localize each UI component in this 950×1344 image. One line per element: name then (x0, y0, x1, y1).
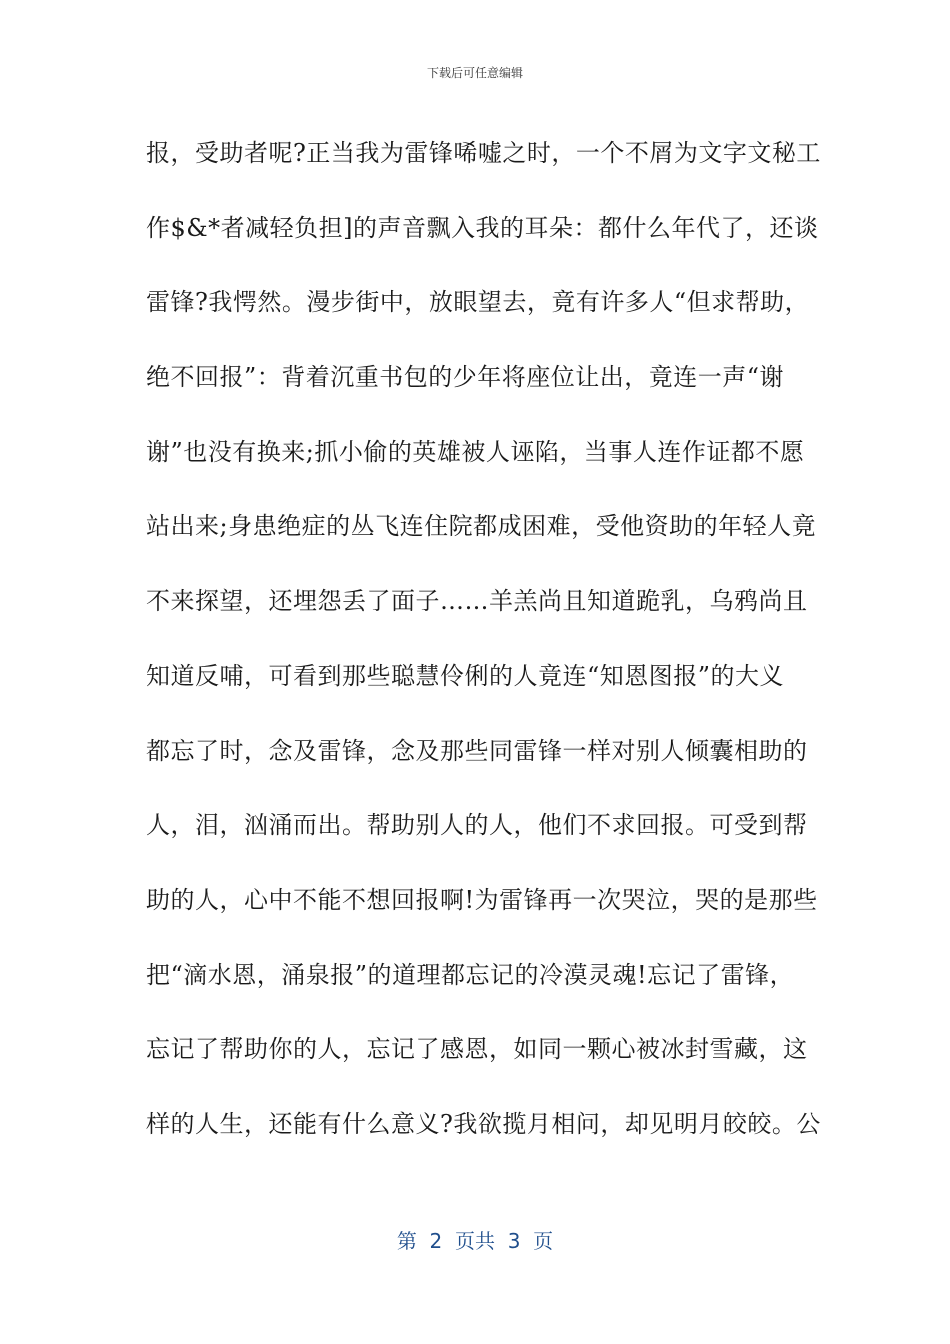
text-line: 站出来;身患绝症的丛飞连住院都成困难，受他资助的年轻人竟 (146, 512, 817, 541)
page-header: 下载后可任意编辑 (426, 66, 523, 80)
document-body (146, 116, 821, 1162)
text-line: 把“滴水恩，涌泉报”的道理都忘记的冷漠灵魂!忘记了雷锋， (146, 960, 795, 989)
text-line: 人，泪，汹涌而出。帮助别人的人，他们不求回报。可受到帮 (146, 811, 808, 840)
text-line: 谢”也没有换来;抓小偷的英雄被人诬陷，当事人连作证都不愿 (146, 437, 805, 466)
text-line: 助的人，心中不能不想回报啊!为雷锋再一次哭泣，哭的是那些 (146, 885, 818, 914)
page-number-footer: 第 2 页共 3 页 (396, 1229, 554, 1253)
text-line: 报，受助者呢?正当我为雷锋唏嘘之时，一个不屑为文字文秘工 (146, 139, 821, 167)
text-line: 不来探望，还埋怨丢了面子……羊羔尚且知道跪乳，乌鸦尚且 (146, 587, 808, 616)
text-line: 都忘了时，念及雷锋，念及那些同雷锋一样对别人倾囊相助的 (146, 736, 808, 765)
text-line: 知道反哺，可看到那些聪慧伶俐的人竟连“知恩图报”的大义 (146, 661, 785, 690)
text-line: 忘记了帮助你的人，忘记了感恩，如同一颗心被冰封雪藏，这 (146, 1035, 808, 1064)
text-line: 绝不回报”：背着沉重书包的少年将座位让出，竟连一声“谢 (146, 363, 785, 392)
text-line: 雷锋?我愕然。漫步街中，放眼望去，竟有许多人“但求帮助， (146, 288, 810, 317)
text-line: 作$&*者减轻负担]的声音飘入我的耳朵：都什么年代了，还谈 (146, 213, 819, 242)
text-line: 样的人生，还能有什么意义?我欲揽月相问，却见明月皎皎。公 (146, 1109, 821, 1138)
